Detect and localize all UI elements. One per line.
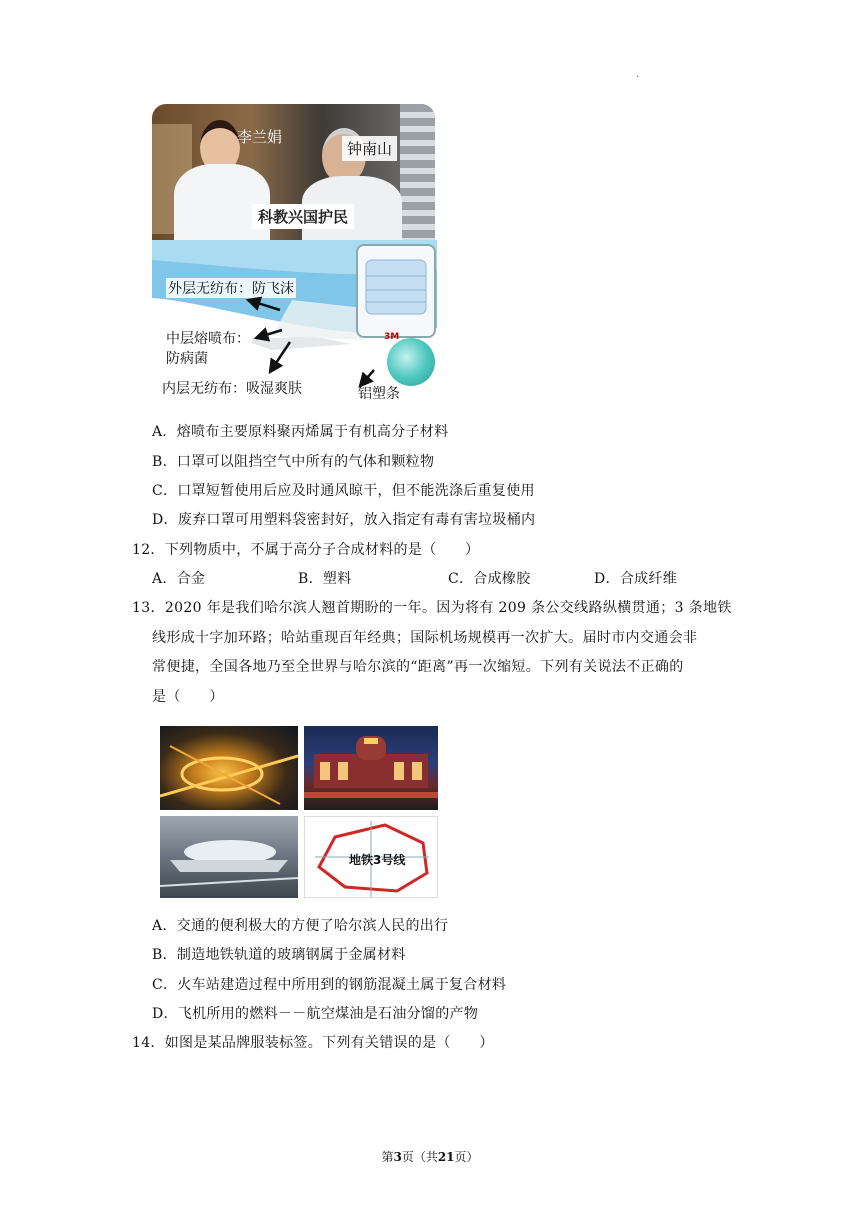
q11-option-d: D．废弃口罩可用塑料袋密封好，放入指定有毒有害垃圾桶内 — [152, 512, 536, 528]
metro-line-3-map — [304, 816, 438, 898]
airport-terminal-photo — [160, 816, 298, 898]
q11-option-a: A．熔喷布主要原料聚丙烯属于有机高分子材料 — [152, 424, 449, 440]
nose-strip-label: 铝塑条 — [358, 386, 400, 399]
footer-total-pages: 21 — [437, 1150, 455, 1164]
q12-option-d: D．合成纤维 — [594, 571, 678, 587]
footer-prefix: 第 — [381, 1150, 394, 1164]
q11-option-c: C．口罩短暂使用后应及时通风晾干，但不能洗涤后重复使用 — [152, 483, 535, 499]
q13-stem-line: 是（ ） — [152, 689, 224, 705]
footer-page-number: 3 — [393, 1150, 402, 1164]
metro-line-label: 地铁3号线 — [349, 853, 406, 867]
q13-option-d: D．飞机所用的燃料－－航空煤油是石油分馏的产物 — [152, 1006, 479, 1022]
inner-layer-label: 内层无纺布：吸湿爽肤 — [160, 378, 304, 398]
q13-option-a: A．交通的便利极大的方便了哈尔滨人民的出行 — [152, 918, 449, 934]
mask-diagram — [152, 240, 437, 399]
footer-suffix: 页） — [454, 1150, 479, 1164]
q13-stem-line: 13．2020 年是我们哈尔滨人翘首期盼的一年。因为将有 209 条公交线路纵横贯通；3 条地铁 — [132, 600, 732, 616]
outer-layer-label: 外层无纺布：防飞沫 — [166, 278, 296, 298]
overpass-night-photo — [160, 726, 298, 810]
name-label-left: 李兰娟 — [237, 128, 283, 146]
name-label-right: 钟南山 — [342, 136, 397, 161]
q13-stem-line: 常便捷，全国各地乃至全世界与哈尔滨的“距离”再一次缩短。下列有关说法不正确的 — [152, 659, 684, 675]
middle-layer-label-2: 防病菌 — [164, 348, 210, 368]
q12-option-c: C．合成橡胶 — [448, 571, 531, 587]
q12-option-b: B．塑料 — [298, 571, 352, 587]
q12-stem: 12．下列物质中，不属于高分子合成材料的是（ ） — [132, 542, 480, 558]
page-footer — [0, 1148, 860, 1165]
q13-stem-line: 线形成十字加环路；哈站重现百年经典；国际机场规模再一次扩大。届时市内交通会非 — [152, 630, 698, 646]
doctors-photo — [152, 104, 435, 240]
slogan-label: 科教兴国护民 — [252, 204, 354, 229]
footer-middle: 页（共 — [401, 1150, 438, 1164]
q12-option-a: A．合金 — [152, 571, 206, 587]
railway-station-photo — [304, 726, 438, 810]
n95-mask-image — [387, 338, 435, 386]
q14-stem: 14．如图是某品牌服装标签。下列有关错误的是（ ） — [132, 1035, 494, 1051]
q13-option-b: B．制造地铁轨道的玻璃钢属于金属材料 — [152, 947, 406, 963]
page-marker: · — [636, 72, 640, 83]
middle-layer-label: 中层熔喷布： — [164, 328, 252, 348]
q13-option-c: C．火车站建造过程中所用到的钢筋混凝土属于复合材料 — [152, 977, 507, 993]
q11-option-b: B．口罩可以阻挡空气中所有的气体和颗粒物 — [152, 454, 435, 470]
brand-mark: 3M — [384, 332, 400, 342]
mask-figure — [152, 104, 437, 399]
